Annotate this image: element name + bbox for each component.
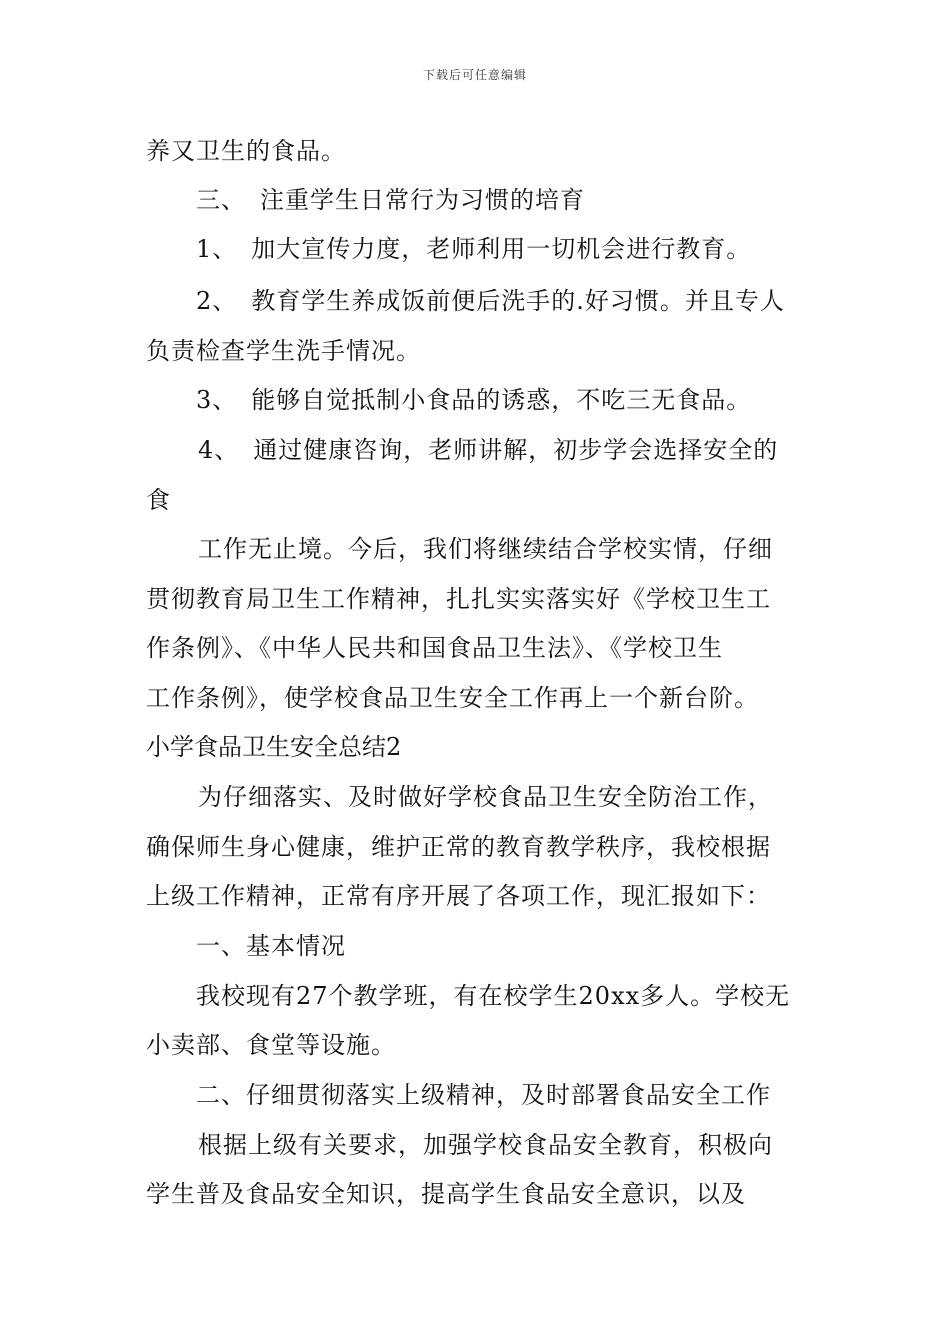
list-number: 2、: [196, 287, 238, 315]
text-line: 确保师生身心健康，维护正常的教育教学秩序，我校根据: [146, 833, 771, 861]
list-item: [196, 385, 751, 415]
header-note: 下载后可任意编辑: [422, 68, 527, 82]
text-line: 小卖部、食堂等设施。: [146, 1031, 396, 1059]
list-text: 能够自觉抵制小食品的诱惑，不吃三无食品。: [251, 386, 752, 414]
list-item: [196, 286, 785, 316]
list-number: 1、: [196, 235, 238, 263]
list-text: 教育学生养成饭前便后洗手的.好习惯。并且专人: [251, 287, 785, 315]
text-line: 根据上级有关要求，加强学校食品安全教育，积极向: [198, 1131, 773, 1159]
text-line: 工作无止境。今后，我们将继续结合学校实情，仔细: [198, 535, 773, 563]
text-line: 为仔细落实、及时做好学校食品卫生安全防治工作，: [198, 783, 773, 811]
list-item: [198, 435, 778, 465]
text-line: 学生普及食品安全知识，提高学生食品安全意识，以及: [146, 1180, 746, 1208]
list-text: 加大宣传力度，老师利用一切机会进行教育。: [251, 235, 752, 263]
list-item: [196, 234, 751, 264]
section-title: 注重学生日常行为习惯的培育: [260, 186, 585, 214]
list-number: 4、: [198, 436, 240, 464]
subsection-heading: 二、仔细贯彻落实上级精神，及时部署食品安全工作: [196, 1081, 771, 1109]
list-text: 通过健康咨询，老师讲解，初步学会选择安全的: [253, 436, 779, 464]
section-title: 小学食品卫生安全总结2: [146, 733, 402, 761]
text-line: 养又卫生的食品。: [146, 137, 346, 165]
subsection-heading: 一、基本情况: [196, 932, 346, 960]
text-line: 负责检查学生洗手情况。: [146, 337, 421, 365]
text-line: 食: [146, 486, 171, 514]
text-line: 工作条例》，使学校食品卫生安全工作再上一个新台阶。: [146, 684, 759, 712]
text-line: 上级工作精神，正常有序开展了各项工作，现汇报如下：: [146, 882, 771, 910]
list-number: 3、: [196, 386, 238, 414]
text-line: 我校现有27个教学班，有在校学生20xx多人。学校无: [196, 982, 791, 1010]
section-number: 三、: [196, 186, 246, 214]
text-line: 贯彻教育局卫生工作精神，扎扎实实落实好《学校卫生工: [146, 585, 771, 613]
text-line: 作条例》、《中华人民共和国食品卫生法》、《学校卫生: [146, 634, 723, 662]
section-heading-3: [196, 185, 585, 215]
